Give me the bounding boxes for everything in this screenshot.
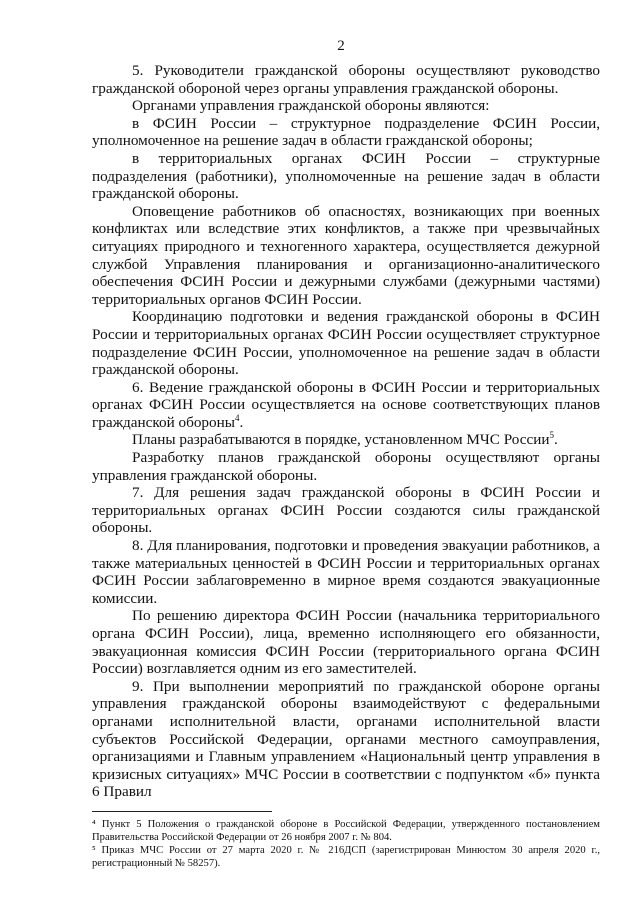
footnote-ref-5[interactable]: 5	[549, 430, 554, 441]
footnote-divider	[92, 811, 272, 812]
paragraph-gov-bodies: Органами управления гражданской обороны являются:	[132, 97, 490, 115]
paragraph-plan-development: Разработку планов гражданской обороны осуществляют органы управления гражданской обороны.	[92, 449, 600, 484]
paragraph-6-text: 6. Ведение гражданской обороны в ФСИН России и территориальных органах ФСИН России осуществляется на основе соответствующих планов гражданской обороны	[92, 378, 600, 431]
paragraph-evac-commission: По решению директора ФСИН России (начальника территориального органа ФСИН России), лица, временно исполняющего его обязанности, эвакуационная комиссия ФСИН России (территориального органа ФСИН России) возглавляется одним из его заместителей.	[92, 607, 600, 678]
paragraph-notification: Оповещение работников об опасностях, возникающих при военных конфликтах или вследствие этих конфликтов, а также при чрезвычайных ситуациях природного и техногенного характера, осуществляется дежурной службой Управления планирования и организационно-аналитического обеспечения ФСИН России и дежурными службами (дежурными частями) территориальных органов ФСИН России.	[92, 202, 600, 308]
footnote-5: ⁵ Приказ МЧС России от 27 марта 2020 г. № 216ДСП (зарегистрирован Минюстом 30 апреля 2020 г., регистрационный № 58257).	[92, 844, 600, 869]
paragraph-fsin-unit: в ФСИН России – структурное подразделение ФСИН России, уполномоченное на решение задач в области гражданской обороны;	[92, 114, 600, 150]
paragraph-territorial-units: в территориальных органах ФСИН России – структурные подразделения (работники), уполномоченные на решение задач в области гражданской обороны.	[92, 149, 600, 203]
footnotes	[92, 818, 600, 870]
paragraph-plans	[92, 431, 600, 449]
paragraph-5: 5. Руководители гражданской обороны осуществляют руководство гражданской обороной через органы управления гражданской обороны.	[92, 62, 600, 97]
page-number: 2	[337, 38, 345, 54]
paragraph-6: 6. Ведение гражданской обороны в ФСИН России и территориальных органах ФСИН России осуществляется на основе соответствующих планов гражданской обороны$^4$.	[92, 378, 600, 431]
paragraph-9: 9. При выполнении мероприятий по гражданской обороне органы управления гражданской обороны взаимодействуют с федеральными органами исполнительной власти, органами исполнительной власти субъектов Российской Федерации, органами местного самоуправления, организациями и Главным управлением «Национальный центр управления в кризисных ситуациях» МЧС России в соответствии с подпунктом «б» пункта 6 Правил	[92, 677, 600, 801]
paragraph-7: 7. Для решения задач гражданской обороны в ФСИН России и территориальных органах ФСИН России создаются силы гражданской обороны.	[92, 484, 600, 537]
document-body	[92, 62, 600, 801]
paragraph-coordination: Координацию подготовки и ведения гражданской обороны в ФСИН России и территориальных органах ФСИН России осуществляет структурное подразделение ФСИН России, уполномоченное на решение задач в области гражданской обороны.	[92, 308, 600, 379]
paragraph-plans-text: Планы разрабатываются в порядке, установленном МЧС России	[132, 431, 550, 449]
paragraph-8: 8. Для планирования, подготовки и проведения эвакуации работников, а также материальных ценностей в ФСИН России и территориальных органах ФСИН России заблаговременно в мирное время создаются эвакуационные комиссии.	[92, 537, 600, 607]
footnote-ref-4[interactable]: 4	[234, 412, 240, 423]
footnote-4: ⁴ Пункт 5 Положения о гражданской обороне в Российской Федерации, утвержденного постановлением Правительства Российской Федерации от 26 ноября 2007 г. № 804.	[92, 818, 600, 843]
paragraph-plans-end: .	[554, 431, 558, 449]
